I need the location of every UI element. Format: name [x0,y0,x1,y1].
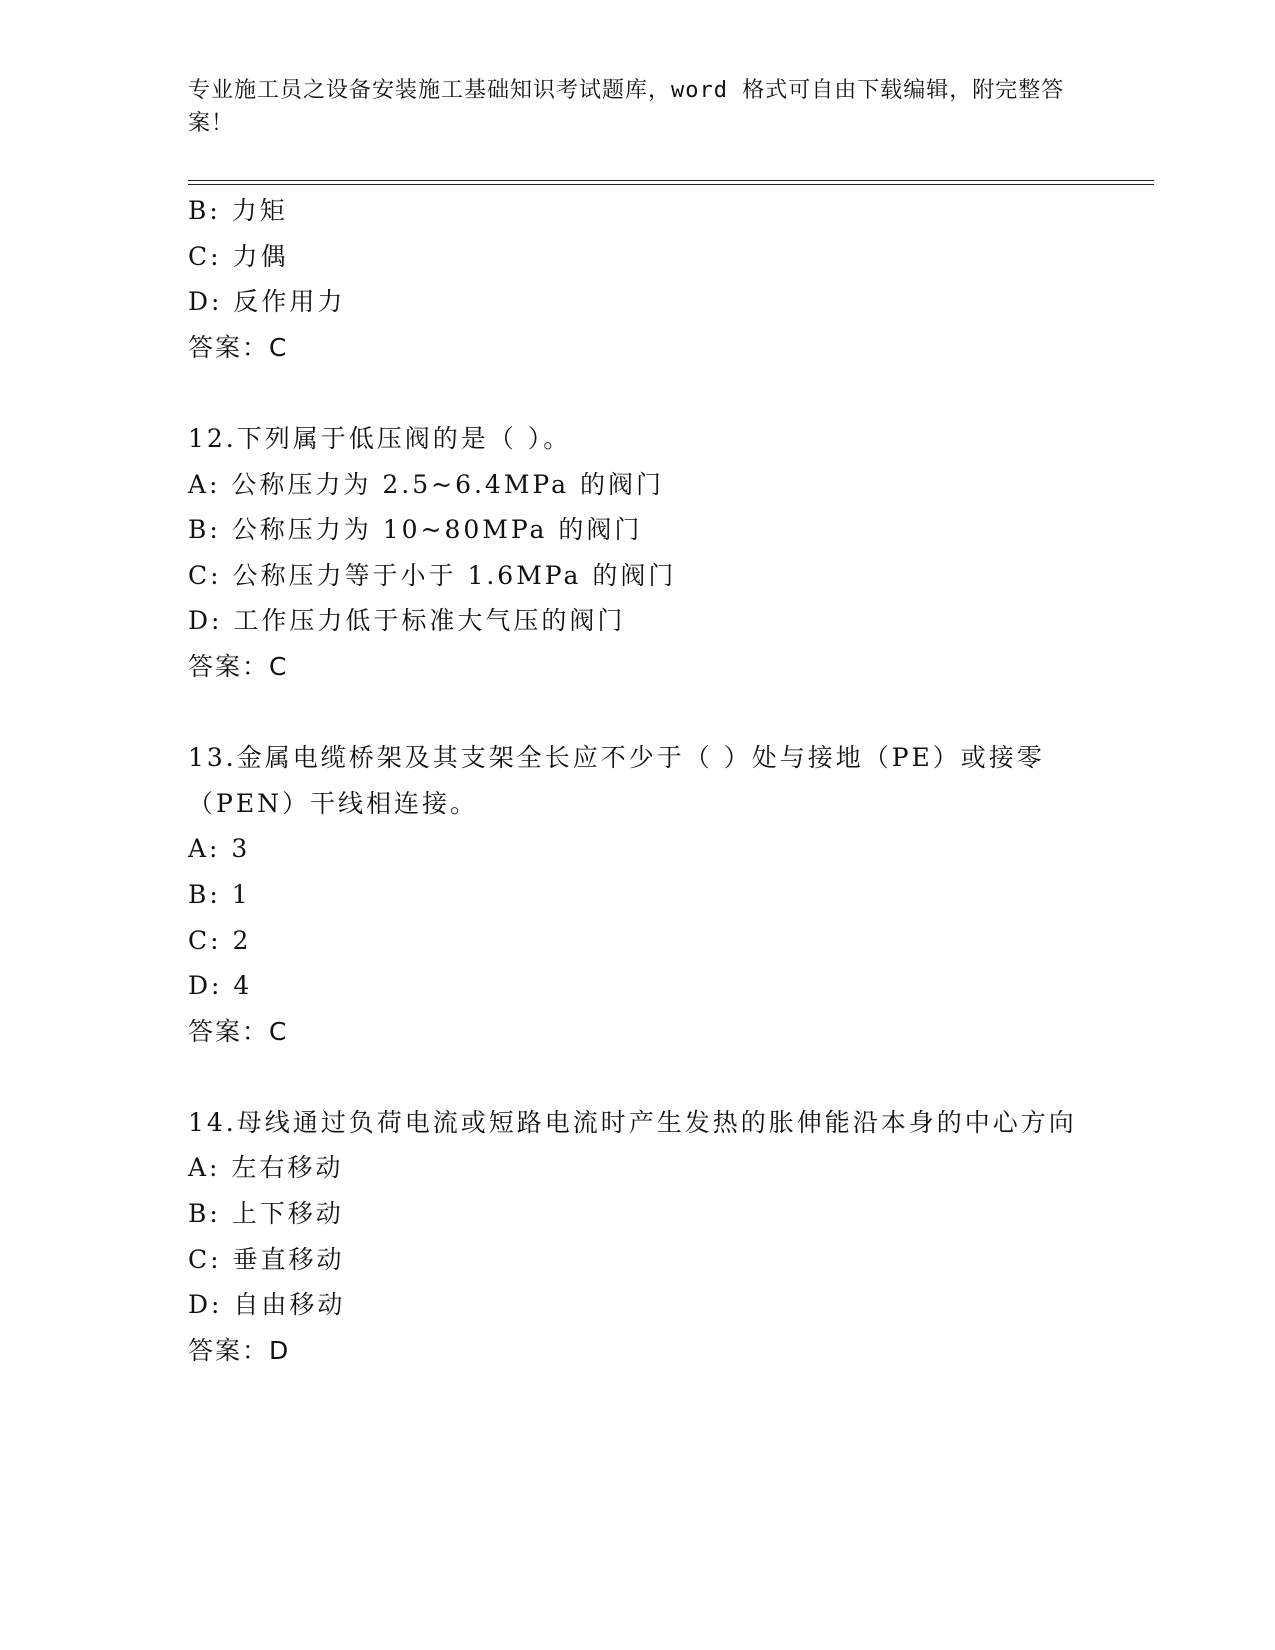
question-list [188,188,1088,1373]
option-line: C: 2 [188,925,252,955]
option-line: D: 4 [188,971,253,1001]
option-line: C: 力偶 [188,241,289,271]
option-line: B: 公称压力为 10~80MPa 的阀门 [188,515,643,545]
question-14 [188,1100,1088,1374]
spacer [188,370,1088,416]
header-divider-top [188,180,1154,181]
option-line: A: 3 [188,834,251,864]
header-divider-bottom [188,184,1154,185]
answer-line: 答案：D [188,1335,291,1365]
option-line: D: 自由移动 [188,1290,346,1320]
question-stem: 13.金属电缆桥架及其支架全长应不少于（ ）处与接地（PE）或接零（PEN）干线相连接。 [188,743,1045,818]
answer-line: 答案：C [188,332,289,362]
answer-line: 答案：C [188,651,289,681]
spacer [188,690,1088,736]
option-line: A: 左右移动 [188,1153,344,1183]
question-12 [188,416,1088,690]
document-header [188,74,1068,140]
option-line: D: 反作用力 [188,287,346,317]
option-line: B: 1 [188,879,251,909]
question-stem: 12.下列属于低压阀的是（ ）。 [188,423,572,453]
option-line: C: 垂直移动 [188,1244,345,1274]
question-stem: 14.母线通过负荷电流或短路电流时产生发热的胀伸能沿本身的中心方向 [188,1107,1077,1137]
document-title: 专业施工员之设备安装施工基础知识考试题库，word 格式可自由下载编辑，附完整答案！ [188,78,1065,136]
answer-line: 答案：C [188,1016,289,1046]
option-line: A: 公称压力为 2.5~6.4MPa 的阀门 [188,469,664,499]
spacer [188,1054,1088,1100]
option-line: B: 上下移动 [188,1199,344,1229]
question-11-continued [188,188,1088,370]
option-line: D: 工作压力低于标准大气压的阀门 [188,606,626,636]
option-line: C: 公称压力等于小于 1.6MPa 的阀门 [188,560,677,590]
question-13 [188,735,1088,1054]
option-line: B: 力矩 [188,196,288,225]
